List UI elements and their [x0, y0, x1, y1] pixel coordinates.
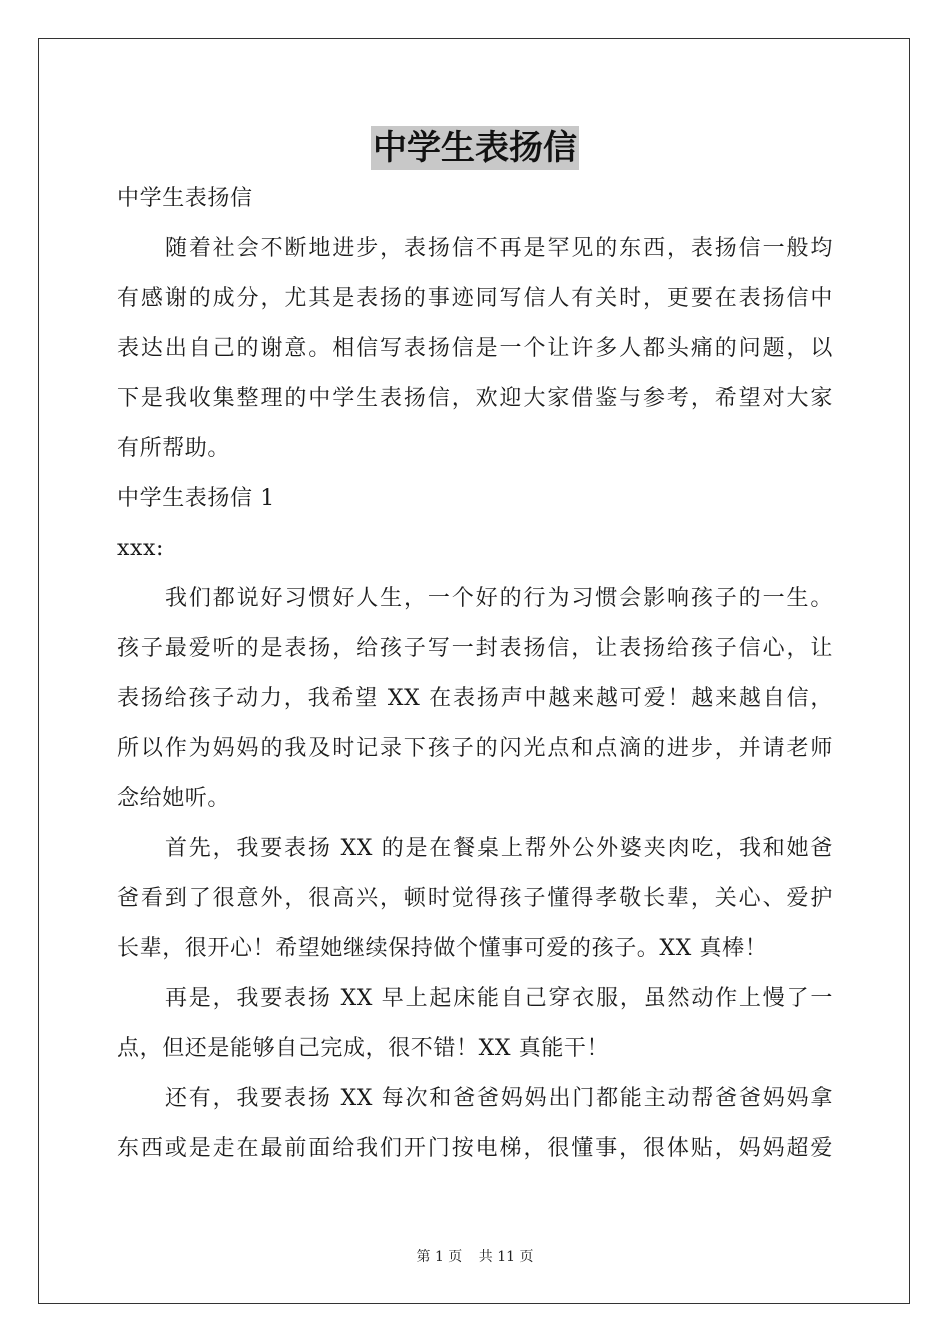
- text-line: 有感谢的成分，尤其是表扬的事迹同写信人有关时，更要在表扬信中: [117, 286, 833, 311]
- text-line: 所以作为妈妈的我及时记录下孩子的闪光点和点滴的进步，并请老师: [117, 736, 833, 761]
- text-line: 再是，我要表扬 XX 早上起床能自己穿衣服，虽然动作上慢了一: [165, 986, 833, 1011]
- text-line: 随着社会不断地进步，表扬信不再是罕见的东西，表扬信一般均: [165, 236, 833, 261]
- text-line: 点，但还是能够自己完成，很不错！XX 真能干！: [117, 1036, 610, 1061]
- text-line: 中学生表扬信 1: [117, 486, 275, 511]
- page-footer: [0, 1246, 950, 1266]
- page-number: 第 1 页: [416, 1249, 463, 1265]
- text-line: 爸看到了很意外，很高兴，顿时觉得孩子懂得孝敬长辈，关心、爱护: [117, 886, 833, 911]
- page-total: 共 11 页: [478, 1249, 534, 1265]
- text-line: 首先，我要表扬 XX 的是在餐桌上帮外公外婆夹肉吃，我和她爸: [165, 836, 833, 861]
- text-line: 还有，我要表扬 XX 每次和爸爸妈妈出门都能主动帮爸爸妈妈拿: [165, 1086, 833, 1111]
- text-line: 有所帮助。: [117, 436, 231, 461]
- document-body: [117, 174, 833, 1174]
- document-title: 中学生表扬信: [373, 128, 577, 168]
- text-line: 念给她听。: [117, 786, 231, 811]
- text-line: 表达出自己的谢意。相信写表扬信是一个让许多人都头痛的问题，以: [117, 336, 833, 361]
- text-line: 孩子最爱听的是表扬，给孩子写一封表扬信，让表扬给孩子信心，让: [117, 636, 833, 661]
- text-line: 表扬给孩子动力，我希望 XX 在表扬声中越来越可爱！越来越自信，: [117, 686, 833, 711]
- text-line: xxx:: [117, 536, 165, 561]
- text-line: 下是我收集整理的中学生表扬信，欢迎大家借鉴与参考，希望对大家: [117, 386, 833, 411]
- text-line: 东西或是走在最前面给我们开门按电梯，很懂事，很体贴，妈妈超爱: [117, 1136, 833, 1161]
- text-line: 长辈，很开心！希望她继续保持做个懂事可爱的孩子。XX 真棒！: [117, 936, 768, 961]
- text-line: 中学生表扬信: [117, 186, 253, 211]
- title-wrap: [0, 126, 950, 170]
- text-line: 我们都说好习惯好人生，一个好的行为习惯会影响孩子的一生。: [165, 586, 833, 611]
